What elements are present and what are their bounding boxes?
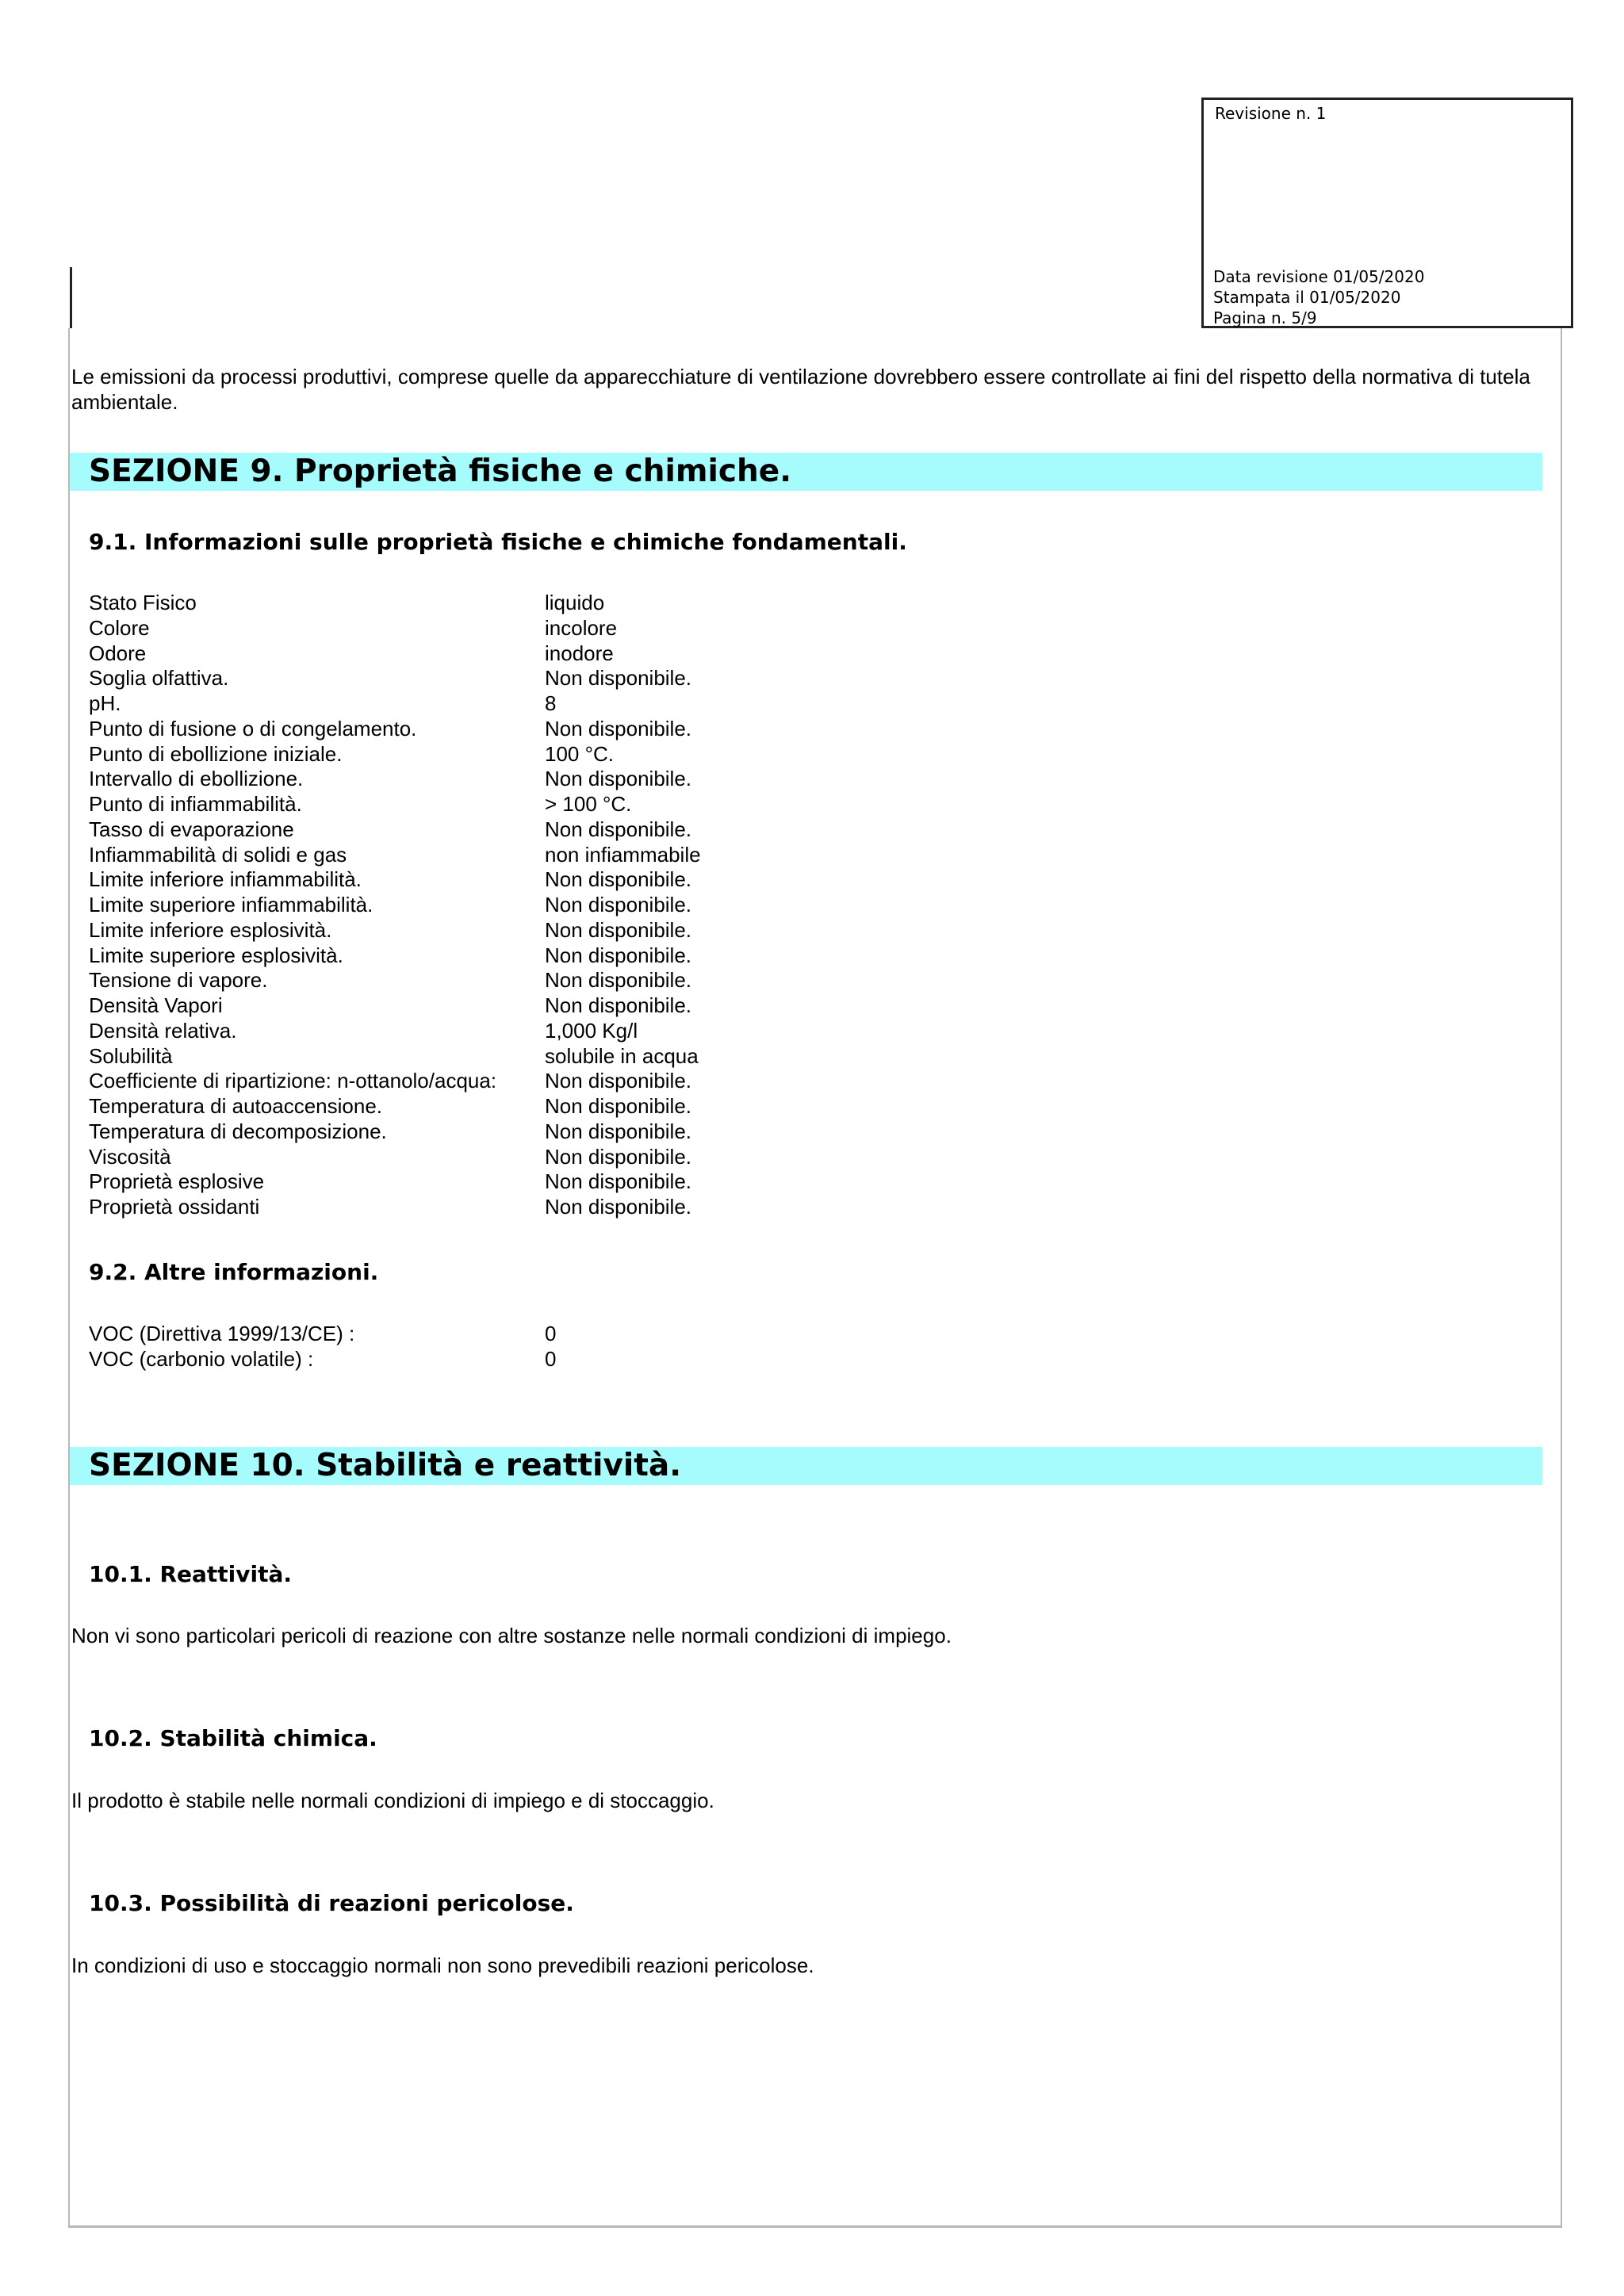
subsection-10-2-title: 10.2. Stabilità chimica. bbox=[89, 1725, 377, 1751]
property-label: Tasso di evaporazione bbox=[89, 817, 294, 841]
property-value: Non disponibile. bbox=[545, 1169, 692, 1194]
property-value: incolore bbox=[545, 615, 618, 640]
property-label: Soglia olfattiva. bbox=[89, 666, 229, 691]
property-label: Densità relativa. bbox=[89, 1018, 237, 1043]
property-value: 8 bbox=[545, 691, 557, 715]
property-value: Non disponibile. bbox=[545, 1119, 692, 1143]
property-label: Limite superiore esplosività. bbox=[89, 943, 343, 967]
print-date: Stampata il 01/05/2020 bbox=[1213, 288, 1401, 307]
property-value: Non disponibile. bbox=[545, 817, 692, 841]
revision-marker bbox=[70, 267, 72, 328]
property-label: Colore bbox=[89, 615, 150, 640]
property-value: Non disponibile. bbox=[545, 767, 692, 791]
property-label: Proprietà esplosive bbox=[89, 1169, 265, 1194]
property-value: 0 bbox=[545, 1322, 557, 1345]
property-label: Tensione di vapore. bbox=[89, 968, 268, 993]
property-value: Non disponibile. bbox=[545, 1144, 692, 1169]
property-value: 0 bbox=[545, 1346, 557, 1371]
property-value: Non disponibile. bbox=[545, 893, 692, 916]
property-label: Punto di infiammabilità. bbox=[89, 792, 302, 816]
property-label: Punto di ebollizione iniziale. bbox=[89, 741, 343, 766]
revision-box bbox=[1201, 98, 1573, 328]
property-label: Infiammabilità di solidi e gas bbox=[89, 842, 347, 867]
property-label: Coefficiente di ripartizione: n-ottanolo/acqua: bbox=[89, 1069, 497, 1093]
property-value: Non disponibile. bbox=[545, 993, 692, 1017]
revision-date: Data revisione 01/05/2020 bbox=[1213, 267, 1425, 286]
page-number: Pagina n. 5/9 bbox=[1213, 308, 1317, 327]
property-label: Temperatura di decomposizione. bbox=[89, 1119, 387, 1143]
subsection-9-1-title: 9.1. Informazioni sulle proprietà fisiche e chimiche fondamentali. bbox=[89, 529, 907, 555]
property-value: non infiammabile bbox=[545, 842, 701, 867]
property-value: 1,000 Kg/l bbox=[545, 1018, 638, 1043]
section-10-title: SEZIONE 10. Stabilità e reattività. bbox=[70, 1447, 1542, 1485]
property-label: Odore bbox=[89, 641, 147, 665]
property-label: Viscosità bbox=[89, 1144, 171, 1169]
revision-number: Revisione n. 1 bbox=[1215, 104, 1327, 123]
property-value: Non disponibile. bbox=[545, 867, 692, 892]
property-label: Limite superiore infiammabilità. bbox=[89, 893, 373, 916]
property-value: Non disponibile. bbox=[545, 716, 692, 740]
property-label: Solubilità bbox=[89, 1043, 173, 1068]
subsection-9-2-title: 9.2. Altre informazioni. bbox=[89, 1259, 379, 1285]
property-label: Proprietà ossidanti bbox=[89, 1195, 260, 1219]
property-value: > 100 °C. bbox=[545, 792, 632, 816]
property-label: Stato Fisico bbox=[89, 591, 197, 614]
property-label: Limite inferiore esplosività. bbox=[89, 917, 332, 942]
revision-info bbox=[1213, 266, 1424, 328]
property-value: Non disponibile. bbox=[545, 917, 692, 942]
property-value: inodore bbox=[545, 641, 614, 665]
property-label: VOC (Direttiva 1999/13/CE) : bbox=[89, 1322, 355, 1345]
subsection-10-1-title: 10.1. Reattività. bbox=[89, 1561, 293, 1587]
property-value: Non disponibile. bbox=[545, 1195, 692, 1219]
chemical-stability-text: Il prodotto è stabile nelle normali condizioni di impiego e di stoccaggio. bbox=[71, 1789, 714, 1812]
property-value: 100 °C. bbox=[545, 741, 615, 766]
property-label: pH. bbox=[89, 691, 121, 715]
reactivity-text: Non vi sono particolari pericoli di reazione con altre sostanze nelle normali condizioni di impiego. bbox=[71, 1624, 952, 1647]
subsection-10-3-title: 10.3. Possibilità di reazioni pericolose. bbox=[89, 1890, 574, 1916]
hazardous-reactions-text: In condizioni di uso e stoccaggio normali non sono prevedibili reazioni pericolose. bbox=[71, 1954, 814, 1977]
property-label: VOC (carbonio volatile) : bbox=[89, 1346, 314, 1371]
property-label: Temperatura di autoaccensione. bbox=[89, 1094, 383, 1118]
intro-paragraph: Le emissioni da processi produttivi, comprese quelle da apparecchiature di ventilazione dovrebbero essere controllate ai fini del rispetto della normativa di tutela ambientale. bbox=[71, 365, 1530, 414]
property-label: Intervallo di ebollizione. bbox=[89, 767, 304, 791]
property-value: Non disponibile. bbox=[545, 1094, 692, 1118]
property-label: Limite inferiore infiammabilità. bbox=[89, 867, 362, 892]
property-value: Non disponibile. bbox=[545, 666, 692, 691]
property-value: liquido bbox=[545, 591, 605, 614]
property-value: Non disponibile. bbox=[545, 968, 692, 993]
property-value: solubile in acqua bbox=[545, 1043, 699, 1068]
property-label: Punto di fusione o di congelamento. bbox=[89, 716, 417, 740]
property-value: Non disponibile. bbox=[545, 1069, 692, 1093]
section-9-title: SEZIONE 9. Proprietà fisiche e chimiche. bbox=[70, 453, 1542, 491]
property-value: Non disponibile. bbox=[545, 943, 692, 967]
property-label: Densità Vapori bbox=[89, 993, 223, 1017]
